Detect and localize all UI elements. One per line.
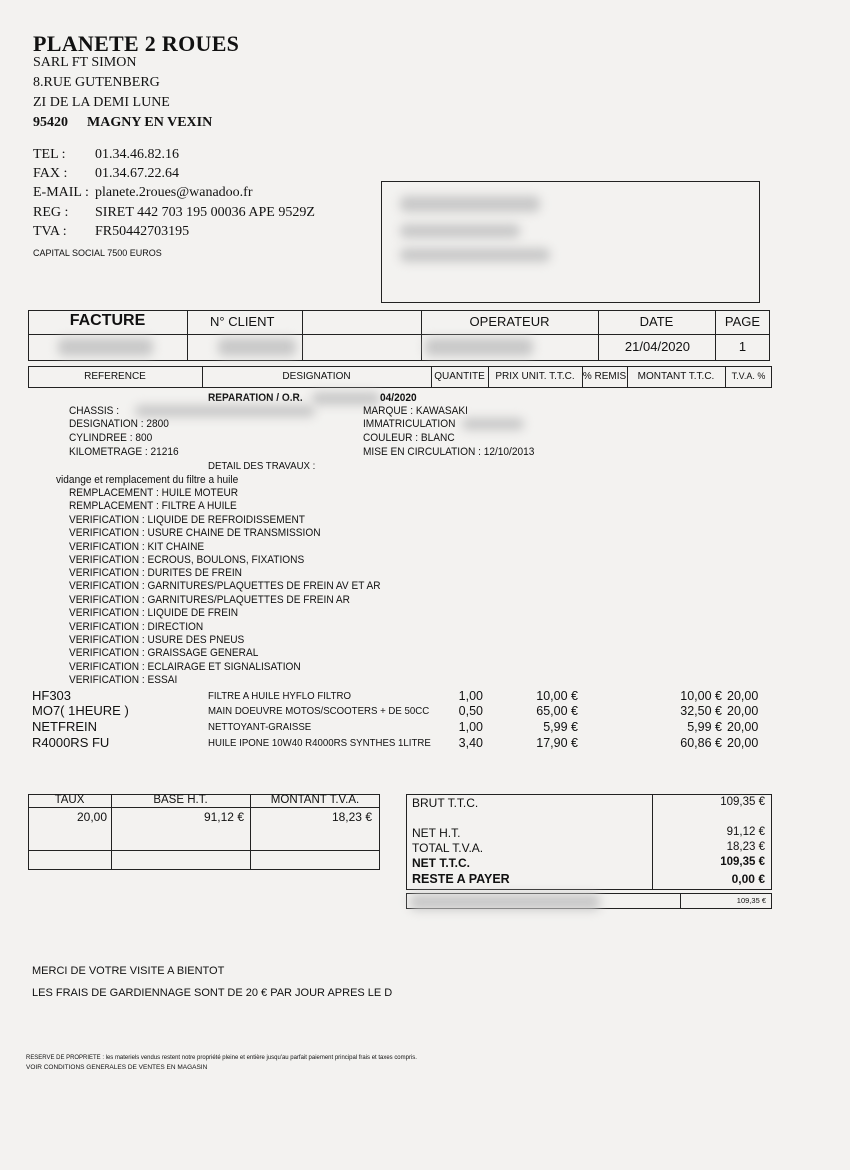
- line-reference: R4000RS FU: [32, 735, 110, 750]
- redacted-block: [400, 196, 540, 212]
- vehicle-mileage: KILOMETRAGE : 21216: [69, 446, 179, 458]
- line-amount: 32,50 €: [680, 704, 722, 718]
- company-city: MAGNY EN VEXIN: [87, 115, 213, 130]
- line-reference: MO7( 1HEURE ): [32, 703, 129, 718]
- col-unit-price: PRIX UNIT. T.T.C.: [495, 371, 575, 382]
- list-item: VERIFICATION : DURITES DE FREIN: [69, 567, 242, 579]
- repair-order-date: 04/2020: [380, 392, 417, 404]
- contact-value: planete.2roues@wanadoo.fr: [95, 185, 253, 200]
- gross-total-label: BRUT T.T.C.: [412, 796, 479, 810]
- contact-label: REG :: [33, 205, 69, 220]
- redacted-block: [400, 248, 550, 262]
- list-item: VERIFICATION : USURE DES PNEUS: [69, 634, 245, 646]
- redacted-client-number: [218, 338, 296, 356]
- list-item: REMPLACEMENT : HUILE MOTEUR: [69, 487, 239, 499]
- invoice-title: FACTURE: [69, 312, 146, 329]
- client-address-box: [381, 181, 760, 303]
- line-vat: 20,00: [727, 689, 759, 703]
- line-amount: 60,86 €: [680, 736, 722, 750]
- line-unit-price: 65,00 €: [536, 704, 578, 718]
- redacted-registration: [462, 418, 524, 430]
- list-item: VERIFICATION : ECLAIRAGE ET SIGNALISATION: [69, 661, 301, 673]
- ownership-reserve-notice: RESERVE DE PROPRIETE : les materiels vendus restent notre propriété pleine et entière jusqu'au parfait paiement principal frais et taxes compris.: [26, 1054, 417, 1061]
- total-vat-value: 18,23 €: [726, 841, 765, 853]
- line-reference: NETFREIN: [32, 719, 97, 734]
- col-amount: MONTANT T.T.C.: [637, 371, 715, 382]
- vat-rate-value: 20,00: [76, 810, 107, 824]
- redacted-chassis: [135, 405, 315, 417]
- line-designation: HUILE IPONE 10W40 R4000RS SYNTHES 1LITRE: [208, 737, 431, 749]
- contact-value: FR50442703195: [95, 224, 190, 239]
- line-quantity: 1,00: [458, 689, 483, 703]
- col-quantity: QUANTITE: [434, 371, 485, 382]
- page-number: 1: [738, 339, 747, 354]
- vat-amount-value: 18,23 €: [331, 810, 372, 824]
- redacted-operator: [425, 338, 533, 356]
- line-amount: 10,00 €: [680, 689, 722, 703]
- net-ttc-label: NET T.T.C.: [412, 856, 471, 870]
- company-street: 8.RUE GUTENBERG: [33, 75, 160, 90]
- list-item: VERIFICATION : LIQUIDE DE REFROIDISSEMENT: [69, 514, 305, 526]
- line-unit-price: 10,00 €: [536, 689, 578, 703]
- balance-due-label: RESTE A PAYER: [412, 872, 510, 886]
- line-unit-price: 5,99 €: [543, 720, 578, 734]
- terms-notice: VOIR CONDITIONS GENERALES DE VENTES EN MAGASIN: [26, 1064, 208, 1071]
- payment-amount-small: 109,35 €: [736, 896, 766, 905]
- vehicle-color: COULEUR : BLANC: [363, 432, 455, 444]
- line-quantity: 0,50: [458, 704, 483, 718]
- contact-value: 01.34.67.22.64: [95, 166, 179, 181]
- invoice-date: 21/04/2020: [624, 339, 690, 354]
- operator-label: OPERATEUR: [469, 314, 550, 329]
- list-item: VERIFICATION : LIQUIDE DE FREIN: [69, 607, 239, 619]
- vehicle-cylinder: CYLINDREE : 800: [69, 432, 153, 444]
- line-quantity: 3,40: [458, 736, 483, 750]
- company-postcode: 95420: [33, 115, 68, 130]
- company-zone: ZI DE LA DEMI LUNE: [33, 95, 170, 110]
- line-reference: HF303: [32, 688, 72, 703]
- vehicle-brand: MARQUE : KAWASAKI: [363, 405, 468, 417]
- net-ht-value: 91,12 €: [726, 826, 765, 838]
- net-ht-label: NET H.T.: [412, 826, 461, 840]
- redacted-block: [400, 224, 520, 238]
- list-item: VERIFICATION : KIT CHAINE: [69, 541, 205, 553]
- contact-value: 01.34.46.82.16: [95, 147, 179, 162]
- contact-label: TVA :: [33, 224, 67, 239]
- vehicle-first-registration: MISE EN CIRCULATION : 12/10/2013: [363, 446, 535, 458]
- company-capital: CAPITAL SOCIAL 7500 EUROS: [33, 248, 162, 258]
- line-vat: 20,00: [727, 720, 759, 734]
- col-designation: DESIGNATION: [282, 371, 351, 382]
- company-legal-name: SARL FT SIMON: [33, 55, 137, 70]
- list-item: VERIFICATION : GRAISSAGE GENERAL: [69, 647, 259, 659]
- vat-col-base: BASE H.T.: [153, 794, 208, 806]
- list-item: REMPLACEMENT : FILTRE A HUILE: [69, 500, 237, 512]
- col-reference: REFERENCE: [84, 371, 146, 382]
- line-designation: NETTOYANT-GRAISSE: [208, 721, 312, 733]
- col-vat: T.V.A. %: [731, 371, 766, 381]
- list-item: VERIFICATION : ESSAI: [69, 674, 178, 686]
- contact-label: E-MAIL :: [33, 185, 89, 200]
- list-item: VERIFICATION : USURE CHAINE DE TRANSMISSION: [69, 527, 321, 539]
- client-number-label: N° CLIENT: [210, 314, 275, 329]
- line-designation: FILTRE A HUILE HYFLO FILTRO: [208, 690, 351, 702]
- col-discount: % REMIS: [582, 371, 627, 382]
- gross-total-value: 109,35 €: [720, 796, 765, 808]
- vehicle-designation: DESIGNATION : 2800: [69, 418, 169, 430]
- vat-col-amount: MONTANT T.V.A.: [270, 794, 360, 806]
- line-quantity: 1,00: [458, 720, 483, 734]
- company-name: PLANETE 2 ROUES: [33, 31, 240, 56]
- list-item: vidange et remplacement du filtre a huile: [56, 474, 239, 486]
- vehicle-chassis: CHASSIS :: [69, 405, 120, 417]
- page-label: PAGE: [724, 314, 761, 329]
- redacted-order-number: [312, 392, 380, 405]
- redacted-invoice-number: [58, 338, 153, 356]
- list-item: VERIFICATION : GARNITURES/PLAQUETTES DE FREIN AR: [69, 594, 350, 606]
- date-label: DATE: [639, 314, 674, 329]
- list-item: VERIFICATION : GARNITURES/PLAQUETTES DE FREIN AV ET AR: [69, 580, 381, 592]
- list-item: VERIFICATION : ECROUS, BOULONS, FIXATIONS: [69, 554, 305, 566]
- redacted-payment-info: [410, 894, 600, 910]
- vehicle-registration: IMMATRICULATION: [363, 418, 456, 430]
- contact-label: FAX :: [33, 166, 68, 181]
- storage-fees-notice: LES FRAIS DE GARDIENNAGE SONT DE 20 € PAR JOUR APRES LE D: [32, 987, 393, 999]
- vat-base-value: 91,12 €: [203, 810, 244, 824]
- line-vat: 20,00: [727, 736, 759, 750]
- line-amount: 5,99 €: [687, 720, 722, 734]
- thanks-message: MERCI DE VOTRE VISITE A BIENTOT: [32, 965, 225, 977]
- repair-order-label: REPARATION / O.R.: [208, 392, 303, 404]
- line-unit-price: 17,90 €: [536, 736, 578, 750]
- line-vat: 20,00: [727, 704, 759, 718]
- vat-col-rate: TAUX: [54, 794, 85, 806]
- balance-due-value: 0,00 €: [731, 872, 765, 886]
- line-designation: MAIN DOEUVRE MOTOS/SCOOTERS + DE 50CC: [208, 705, 430, 717]
- contact-value: SIRET 442 703 195 00036 APE 9529Z: [95, 205, 315, 220]
- total-vat-label: TOTAL T.V.A.: [412, 841, 484, 855]
- works-title: DETAIL DES TRAVAUX :: [208, 460, 316, 472]
- contact-label: TEL :: [33, 147, 66, 162]
- net-ttc-value: 109,35 €: [720, 856, 765, 868]
- list-item: VERIFICATION : DIRECTION: [69, 621, 204, 633]
